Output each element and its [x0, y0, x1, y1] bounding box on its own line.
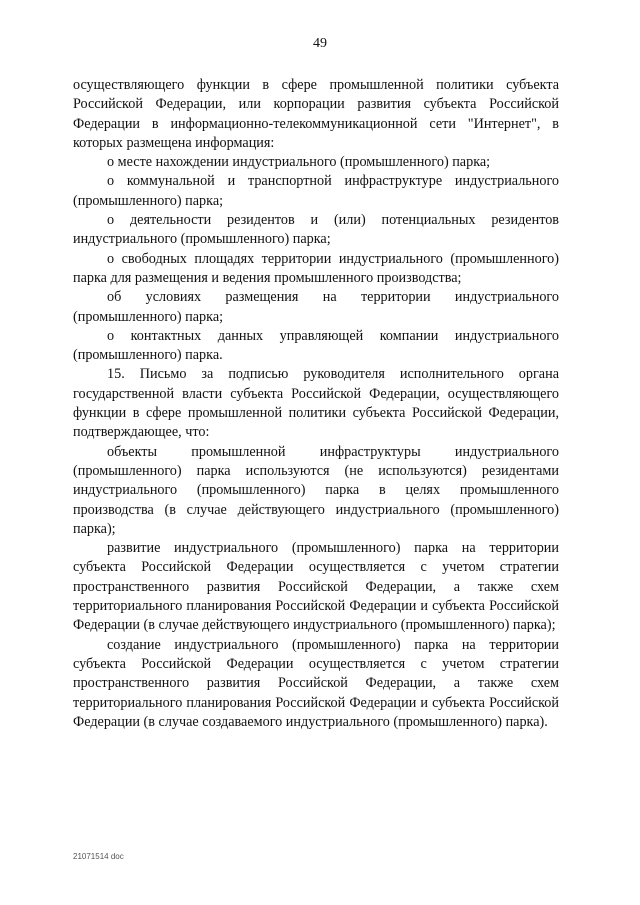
footer-document-code: 21071514 doc: [73, 852, 124, 861]
paragraph-contact-data: о контактных данных управляющей компании индустриального (промышленного) парка.: [73, 327, 559, 364]
paragraph-infrastructure-usage: объекты промышленной инфраструктуры индустриального (промышленного) парка используются (не используются) резидентами индустриального (промышленного) парка в целях промышленного производства (в случае действующего индустриального (промышленного) парка);: [73, 443, 559, 537]
paragraph-development-strategy: развитие индустриального (промышленного) парка на территории субъекта Российской Федерации осуществляется с учетом стратегии пространственного развития Российской Федерации, а также схем территориального планирования Российской Федерации и субъекта Российской Федерации (в случае действующего индустриального (промышленного) парка);: [73, 540, 559, 634]
document-body: [73, 76, 559, 732]
paragraph-infrastructure: о коммунальной и транспортной инфраструктуре индустриального (промышленного) парка;: [73, 173, 559, 209]
paragraph-residents: о деятельности резидентов и (или) потенциальных резидентов индустриального (промышленного) парка;: [73, 212, 559, 248]
paragraph-placement-conditions: об условиях размещения на территории индустриального (промышленного) парка;: [73, 289, 559, 325]
paragraph-item-15: 15. Письмо за подписью руководителя исполнительного органа государственной власти субъекта Российской Федерации, осуществляющего функции в сфере промышленной политики субъекта Российской Федерации, подтверждающее, что:: [73, 366, 559, 441]
paragraph-free-areas: о свободных площадях территории индустриального (промышленного) парка для размещения и ведения промышленного производства;: [73, 250, 559, 286]
paragraph-creation-strategy: создание индустриального (промышленного) парка на территории субъекта Российской Федерации осуществляется с учетом стратегии пространственного развития Российской Федерации, а также схем территориального планирования Российской Федерации и субъекта Российской Федерации (в случае создаваемого индустриального (промышленного) парка).: [73, 636, 559, 730]
paragraph-continuation: осуществляющего функции в сфере промышленной политики субъекта Российской Федерации, или корпорации развития субъекта Российской Федерации в информационно-телекоммуникационной сети "Интернет", в которых размещена информация:: [73, 77, 559, 151]
paragraph-location: о месте нахождении индустриального (промышленного) парка;: [107, 154, 491, 171]
page-number: 49: [313, 36, 327, 51]
